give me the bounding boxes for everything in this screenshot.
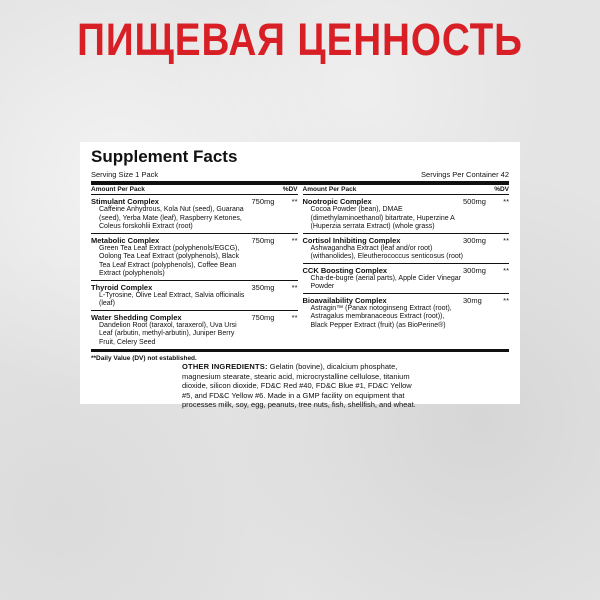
complex-dv: ** — [503, 295, 509, 305]
complex-name: Stimulant Complex — [91, 197, 159, 206]
column-header — [91, 185, 298, 195]
complex-name: Bioavailability Complex — [302, 295, 387, 305]
complex-ingredients: Ashwagandha Extract (leaf and/or root) (withanolides), Eleutherococcus senticosus (root) — [310, 244, 464, 260]
dv-footnote: **Daily Value (DV) not established. — [91, 355, 197, 362]
other-ingredients-text: Gelatin (bovine), dicalcium phosphate, magnesium stearate, stearic acid, microcrystalline cellulose, titanium dioxide, silicon dioxide, FD&C Red #40, FD&C Blue #1, FD&C Yellow #5, and FD&C Yellow #6. Made in a GMP facility on equipment that processes milk, soy, egg, peanuts, tree nuts, fish, shellfish, and wheat. — [182, 362, 416, 409]
complex-name: Water Shedding Complex — [91, 312, 182, 322]
complex-item — [303, 195, 510, 234]
complex-amount: 300mg — [463, 265, 486, 275]
complex-item — [91, 234, 298, 281]
complex-item — [303, 294, 510, 332]
servings-per-container: Servings Per Container 42 — [421, 170, 509, 179]
complex-amount: 750mg — [251, 312, 275, 322]
complex-item — [303, 264, 510, 294]
complex-amount: 350mg — [251, 282, 275, 292]
complex-amount: 500mg — [463, 197, 486, 206]
complex-amount: 300mg — [463, 235, 486, 245]
complex-ingredients: Caffeine Anhydrous, Kola Nut (seed), Guarana (seed), Yerba Mate (leaf), Raspberry Ketones, Coleus forskohlii Extract (root) — [99, 206, 244, 230]
complex-ingredients: Dandelion Root (taraxol, taraxerol), Uva Ursi Leaf (arbutin, methyl-arbutin), Juniper Berry Fruit, Celery Seed — [99, 321, 237, 346]
dv-header: %DV — [282, 186, 298, 193]
complex-dv: ** — [291, 282, 298, 292]
column-header — [303, 185, 510, 195]
complex-name: Metabolic Complex — [91, 235, 160, 245]
facts-column-left — [91, 185, 298, 348]
complex-amount: 750mg — [251, 197, 275, 206]
serving-size: Serving Size 1 Pack — [91, 170, 159, 179]
facts-column-right — [303, 185, 510, 348]
complex-dv: ** — [503, 235, 509, 245]
dv-header: %DV — [494, 186, 509, 193]
complex-dv: ** — [291, 197, 298, 206]
supplement-facts-title: Supplement Facts — [91, 147, 238, 166]
complex-ingredients: Cha-de-bugre (aerial parts), Apple Cider Vinegar Powder — [310, 274, 461, 290]
complex-item — [303, 234, 510, 264]
complex-ingredients: Green Tea Leaf Extract (polyphenols/EGCG), Oolong Tea Leaf Extract (polyphenols), Black Tea Leaf Extract (polyphenols), Coffee Bean Extract (polyphenols) — [99, 244, 240, 277]
complex-dv: ** — [503, 197, 509, 206]
complex-ingredients: Cocoa Powder (bean), DMAE (dimethylaminoethanol) bitartrate, Huperzine A (Huperzia serrata Extract) (whole grass) — [310, 206, 455, 230]
complex-name: Cortisol Inhibiting Complex — [302, 235, 401, 245]
complex-item — [91, 281, 298, 311]
complex-dv: ** — [291, 312, 298, 322]
complex-name: CCK Boosting Complex — [302, 265, 388, 275]
complex-name: Nootropic Complex — [302, 197, 372, 206]
complex-item — [91, 311, 298, 349]
complex-amount: 30mg — [463, 295, 482, 305]
complex-ingredients: L-Tyrosine, Olive Leaf Extract, Salvia officinalis (leaf) — [99, 291, 245, 307]
amount-header: Amount Per Pack — [302, 186, 357, 193]
complex-item — [91, 195, 298, 234]
facts-columns — [91, 185, 509, 348]
complex-dv: ** — [291, 235, 298, 245]
complex-name: Thyroid Complex — [91, 282, 153, 292]
amount-header: Amount Per Pack — [91, 186, 145, 193]
complex-ingredients: Astragin™ (Panax notoginseng Extract (root), Astragalus membranaceous Extract (root)), Black Pepper Extract (fruit) (as BioPerine®) — [310, 304, 452, 329]
other-ingredients-label: OTHER INGREDIENTS: — [182, 362, 268, 371]
complex-amount: 750mg — [251, 235, 275, 245]
other-ingredients — [182, 362, 422, 410]
complex-dv: ** — [503, 265, 509, 275]
serving-info-row — [91, 170, 509, 179]
bottom-rule — [91, 349, 509, 352]
page-headline: ПИЩЕВАЯ ЦЕННОСТЬ — [77, 14, 523, 65]
